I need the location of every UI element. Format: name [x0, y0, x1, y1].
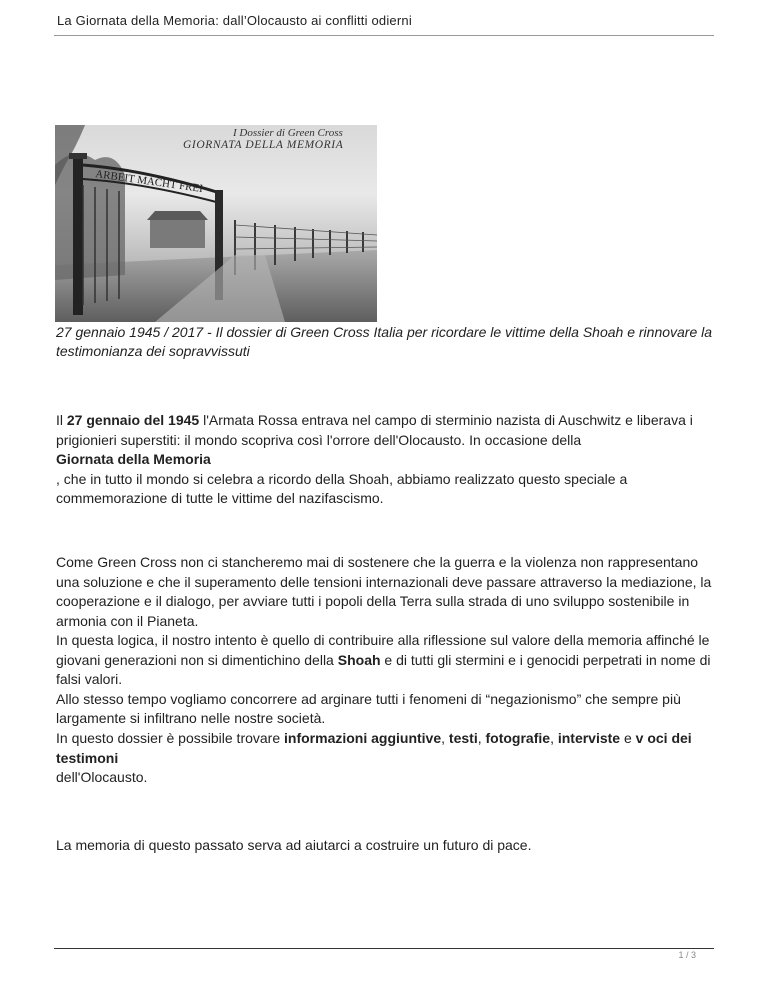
page-header-title: La Giornata della Memoria: dall’Olocausto ai conflitti odierni: [57, 13, 412, 28]
dossier-sep-3: ,: [550, 730, 558, 746]
mission-paragraph: [56, 553, 721, 729]
dossier-bold-interviste: interviste: [557, 730, 621, 746]
dossier-bold-voci: v oci dei testimoni: [56, 730, 692, 766]
hero-caption-title: GIORNATA DELLA MEMORIA: [183, 139, 344, 151]
dossier-bold-fotografie: fotografie: [485, 730, 551, 746]
intro-text-b: l'Armata Rossa entrava nel campo di sterminio nazista di Auschwitz e liberava i prigionieri superstiti: il mondo scopriva così l'orrore dell'Olocausto. In occasione della: [56, 412, 693, 448]
intro-text-a: Il: [56, 412, 67, 428]
auschwitz-gate-illustration: [55, 125, 377, 322]
mission-line-1: Come Green Cross non ci stancheremo mai di sostenere che la guerra e la violenza non rappresentano una soluzione e che il superamento delle tensioni internazionali deve passare attraverso la mediazione, la cooperazione e il dialogo, per avviare tutti i popoli della Terra sulla strada di uno sviluppo sostenibile in armonia con il Pianeta.: [56, 554, 712, 629]
dossier-text-c: dell'Olocausto.: [56, 769, 148, 785]
dossier-paragraph: [56, 729, 721, 788]
mission-line-3: Allo stesso tempo vogliamo concorrere ad arginare tutti i fenomeni di “negazionismo” che sempre più largamente si infiltrano nelle nostre società.: [56, 690, 681, 726]
intro-date: 27 gennaio del 1945: [66, 412, 200, 428]
mission-line-2a: In questa logica, il nostro intento è quello di contribuire alla riflessione sul valore della memoria affinché le giovani generazioni non si dimentichino della: [56, 632, 710, 668]
header-divider: [54, 35, 714, 36]
intro-text-c: , che in tutto il mondo si celebra a ricordo della Shoah, abbiamo realizzato questo speciale a commemorazione di tutte le vittime del nazifascismo.: [56, 470, 628, 506]
intro-paragraph: [56, 411, 721, 509]
mission-bold-shoah: Shoah: [337, 651, 381, 668]
dossier-sep-4: e: [620, 730, 636, 746]
hero-image: [55, 125, 377, 322]
hero-caption-series: I Dossier di Green Cross: [233, 127, 343, 139]
dossier-bold-info: informazioni aggiuntive: [284, 730, 442, 746]
mission-line-2b: e di tutti gli stermini e i genocidi perpetrati in nome di falsi valori.: [56, 651, 711, 687]
closing-paragraph: La memoria di questo passato serva ad aiutarci a costruire un futuro di pace.: [56, 837, 532, 853]
dossier-sep-1: ,: [441, 730, 449, 746]
dossier-sep-2: ,: [477, 730, 486, 746]
image-caption: 27 gennaio 1945 / 2017 - Il dossier di Green Cross Italia per ricordare le vittime della Shoah e rinnovare la testimonianza dei sopravvissuti: [56, 324, 713, 359]
dossier-text-a: In questo dossier è possibile trovare: [56, 730, 285, 746]
footer-divider: [54, 948, 714, 949]
svg-text:ARBEIT MACHT FREI: ARBEIT MACHT FREI: [94, 168, 204, 196]
page-number: 1 / 3: [678, 950, 696, 960]
intro-bold-giornata: Giornata della Memoria: [56, 451, 211, 467]
dossier-bold-testi: testi: [448, 730, 478, 746]
